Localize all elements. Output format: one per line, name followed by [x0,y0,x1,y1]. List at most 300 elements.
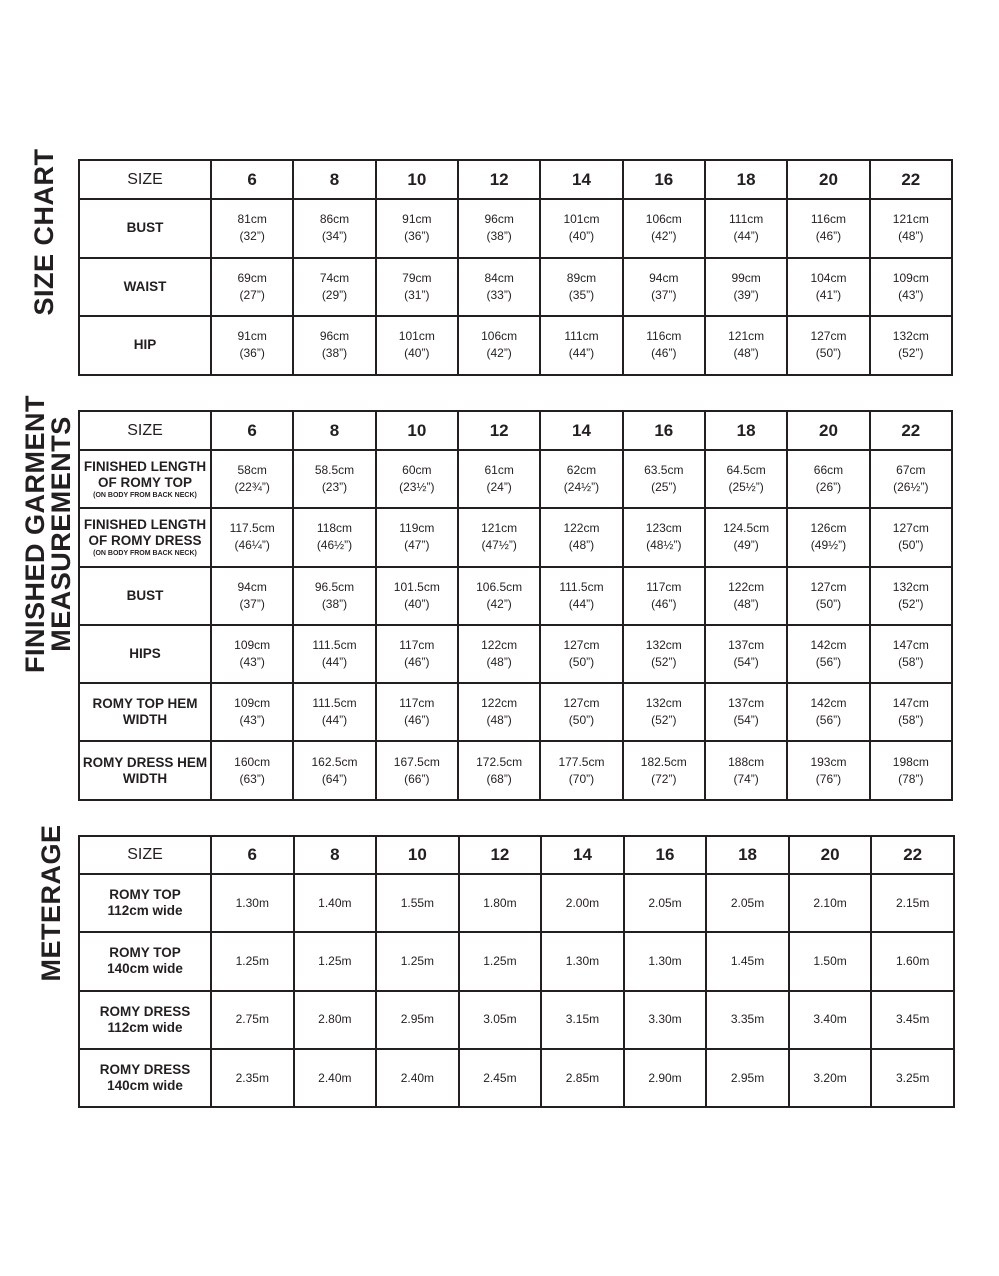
value-cell [459,874,542,932]
row-label [79,932,211,990]
value-metric: 91cm [237,329,267,344]
value-cell [623,741,705,799]
value-imperial: (46”) [815,229,842,244]
value-cell [787,316,869,375]
value-cell [706,874,789,932]
value-imperial: (49½”) [810,538,847,553]
value-imperial: (58”) [898,713,924,728]
value-imperial: (66”) [404,771,430,786]
value-metric: 86cm [319,212,350,227]
value-imperial: (44”) [733,229,759,244]
value-imperial: (50”) [568,655,595,670]
value-meterage: 1.60m [896,953,930,968]
value-cell [211,450,293,508]
value-imperial: (42”) [486,596,512,611]
table-row [79,258,952,317]
row-label-text: HIPS [129,646,161,662]
value-meterage: 2.40m [318,1070,352,1085]
size-column-header: 12 [458,411,540,450]
value-cell [623,199,705,258]
value-cell [787,567,869,625]
value-imperial: (44”) [321,713,348,728]
row-label-text: HIP [133,337,157,353]
size-column-header: 14 [540,160,622,199]
value-imperial: (38”) [321,346,348,361]
value-cell [789,991,872,1049]
value-metric: 58cm [237,463,267,478]
value-imperial: (76”) [815,771,842,786]
row-label [79,258,211,317]
value-imperial: (48”) [568,538,595,553]
value-meterage: 1.55m [400,895,435,910]
table-row [79,932,954,990]
value-metric: 127cm [810,579,847,594]
value-imperial: (48”) [486,655,512,670]
value-metric: 96cm [319,329,350,344]
size-column-header: 14 [540,411,622,450]
value-meterage: 3.05m [483,1012,517,1027]
value-cell [623,258,705,317]
value-cell [624,991,707,1049]
value-meterage: 2.75m [235,1012,269,1027]
value-imperial: (48”) [898,229,924,244]
value-metric: 96.5cm [314,579,355,594]
value-meterage: 3.25m [896,1070,930,1085]
value-metric: 142cm [810,638,847,653]
value-metric: 121cm [481,521,518,536]
row-label-text: BUST [126,220,164,236]
value-imperial: (78”) [898,771,924,786]
value-metric: 111.5cm [312,696,357,711]
size-column-header: 18 [705,160,787,199]
value-imperial: (50”) [898,538,924,553]
value-cell [458,625,540,683]
value-imperial: (46¼”) [234,538,270,553]
value-cell [870,316,952,375]
row-label-text: BUST [126,587,164,603]
size-column-header: 12 [459,836,542,874]
value-metric: 104cm [810,270,847,285]
value-imperial: (48½”) [646,538,682,553]
value-imperial: (41”) [815,287,842,302]
row-label-text: ROMY DRESS HEM WIDTH [82,754,208,786]
value-cell [293,316,375,375]
value-cell [705,625,787,683]
value-cell [624,1049,707,1107]
value-metric: 160cm [234,754,271,769]
value-metric: 142cm [810,696,847,711]
value-imperial: (47½”) [481,538,517,553]
value-imperial: (48”) [733,346,759,361]
value-cell [294,874,377,932]
value-cell [376,450,458,508]
value-cell [705,508,787,566]
value-cell [787,625,869,683]
value-metric: 101.5cm [393,579,440,594]
value-metric: 132cm [645,638,682,653]
value-imperial: (36”) [404,229,430,244]
finished-garment-title-line1: FINISHED GARMENT [20,395,50,673]
value-metric: 60cm [402,463,432,478]
value-cell [376,741,458,799]
value-metric: 188cm [728,754,765,769]
value-meterage: 3.40m [813,1012,847,1027]
value-metric: 89cm [566,270,597,285]
size-chart-table [78,159,953,376]
size-column-header: 6 [211,411,293,450]
size-header-label: SIZE [79,411,211,450]
value-cell [294,991,377,1049]
value-metric: 119cm [399,521,435,536]
value-cell [211,683,293,741]
value-imperial: (40”) [404,346,430,361]
value-meterage: 3.35m [730,1012,765,1027]
value-metric: 177.5cm [558,754,605,769]
value-cell [870,508,952,566]
value-cell [624,874,707,932]
value-meterage: 1.30m [648,953,682,968]
value-imperial: (29”) [321,287,348,302]
table-row [79,316,952,375]
row-label-text: ROMY DRESS [99,1062,191,1078]
value-metric: 121cm [728,329,765,344]
value-cell [211,625,293,683]
value-imperial: (42”) [651,229,677,244]
header-row [79,411,952,450]
value-imperial: (23”) [321,480,348,495]
value-metric: 116cm [646,329,682,344]
value-cell [871,1049,954,1107]
value-meterage: 1.50m [813,953,847,968]
value-cell [211,874,294,932]
value-metric: 66cm [813,463,844,478]
value-meterage: 1.40m [318,895,352,910]
value-cell [870,683,952,741]
value-cell [705,258,787,317]
value-metric: 127cm [810,329,847,344]
value-imperial: (38”) [486,229,512,244]
value-imperial: (48”) [486,713,512,728]
value-cell [294,1049,377,1107]
value-imperial: (35”) [568,287,595,302]
value-meterage: 2.10m [813,895,847,910]
value-imperial: (36”) [239,346,265,361]
size-column-header: 20 [789,836,872,874]
value-imperial: (68”) [486,771,512,786]
row-label-text: ROMY TOP [109,887,181,903]
value-metric: 67cm [896,463,926,478]
value-meterage: 2.40m [400,1070,435,1085]
table-row [79,991,954,1049]
value-cell [789,1049,872,1107]
value-cell [871,991,954,1049]
value-cell [293,450,375,508]
value-imperial: (49”) [733,538,759,553]
value-imperial: (25”) [651,480,677,495]
row-label [79,625,211,683]
value-cell [540,683,622,741]
value-imperial: (46”) [404,713,430,728]
value-imperial: (52”) [898,346,924,361]
value-imperial: (46”) [651,346,677,361]
value-imperial: (46½”) [316,538,353,553]
value-cell [293,625,375,683]
value-imperial: (50”) [815,596,842,611]
value-metric: 117cm [399,696,435,711]
value-meterage: 2.15m [896,895,930,910]
value-imperial: (39”) [733,287,759,302]
value-cell [623,625,705,683]
value-imperial: (27”) [239,287,265,302]
value-cell [376,1049,459,1107]
value-metric: 172.5cm [476,754,523,769]
value-metric: 109cm [234,696,271,711]
value-cell [705,199,787,258]
value-metric: 101cm [563,212,600,227]
row-label [79,1049,211,1107]
size-column-header: 22 [870,160,952,199]
size-column-header: 10 [376,160,458,199]
value-metric: 132cm [892,329,929,344]
value-cell [541,1049,624,1107]
value-cell [787,199,869,258]
value-metric: 132cm [645,696,682,711]
value-metric: 162.5cm [311,754,358,769]
value-metric: 132cm [892,579,929,594]
row-sublabel-text: 140cm wide [107,961,183,977]
value-meterage: 2.95m [400,1012,435,1027]
value-cell [211,991,294,1049]
value-metric: 63.5cm [644,463,684,478]
value-cell [376,874,459,932]
size-column-header: 8 [293,160,375,199]
value-cell [540,567,622,625]
size-column-header: 18 [706,836,789,874]
value-meterage: 2.35m [235,1070,269,1085]
row-label-text: ROMY DRESS [99,1003,191,1019]
size-column-header: 16 [623,411,705,450]
row-label [79,199,211,258]
value-cell [211,508,293,566]
value-metric: 111.5cm [559,579,604,594]
value-cell [211,316,293,375]
value-imperial: (52”) [898,596,924,611]
value-metric: 137cm [728,696,765,711]
value-cell [293,508,375,566]
value-meterage: 2.95m [730,1070,765,1085]
value-metric: 122cm [728,579,765,594]
value-imperial: (33”) [486,287,512,302]
value-imperial: (48”) [733,596,759,611]
value-cell [705,683,787,741]
value-cell [293,683,375,741]
row-label-text: ROMY TOP HEM WIDTH [92,696,198,728]
value-cell [458,199,540,258]
value-cell [459,1049,542,1107]
value-cell [459,932,542,990]
value-cell [376,508,458,566]
value-meterage: 2.85m [565,1070,600,1085]
value-metric: 127cm [563,638,600,653]
size-column-header: 22 [870,411,952,450]
finished-garment-title [22,395,74,673]
value-imperial: (40”) [404,596,430,611]
value-cell [376,991,459,1049]
value-cell [623,683,705,741]
value-cell [870,567,952,625]
header-row [79,160,952,199]
value-cell [211,567,293,625]
size-column-header: 22 [871,836,954,874]
value-metric: 111cm [564,329,599,344]
value-imperial: (70”) [568,771,595,786]
size-column-header: 18 [705,411,787,450]
value-cell [624,932,707,990]
value-meterage: 1.25m [483,953,517,968]
value-metric: 111cm [729,212,764,227]
value-imperial: (54”) [733,655,759,670]
value-cell [623,450,705,508]
finished-garment-table [78,410,953,801]
value-meterage: 2.00m [565,895,600,910]
value-metric: 122cm [563,521,600,536]
value-cell [540,450,622,508]
value-cell [706,1049,789,1107]
value-metric: 116cm [810,212,847,227]
value-cell [623,316,705,375]
value-cell [705,316,787,375]
size-column-header: 20 [787,411,869,450]
value-cell [541,991,624,1049]
size-header-label: SIZE [79,160,211,199]
value-metric: 61cm [484,463,514,478]
size-chart-title: SIZE CHART [29,148,59,316]
value-imperial: (43”) [898,287,924,302]
value-meterage: 3.20m [813,1070,847,1085]
value-imperial: (46”) [651,596,677,611]
value-imperial: (46”) [404,655,430,670]
value-metric: 94cm [237,579,267,594]
value-metric: 127cm [892,521,929,536]
value-imperial: (34”) [321,229,348,244]
value-meterage: 1.30m [565,953,600,968]
value-metric: 122cm [481,696,518,711]
value-cell [540,508,622,566]
value-cell [623,508,705,566]
value-metric: 106cm [481,329,518,344]
value-metric: 118cm [316,521,353,536]
value-metric: 64.5cm [726,463,766,478]
value-metric: 96cm [484,212,514,227]
value-metric: 91cm [402,212,432,227]
value-metric: 123cm [645,521,682,536]
value-metric: 182.5cm [640,754,687,769]
value-metric: 74cm [319,270,350,285]
value-cell [705,741,787,799]
value-cell [376,199,458,258]
row-label [79,567,211,625]
value-meterage: 3.15m [565,1012,600,1027]
value-cell [294,932,377,990]
value-imperial: (52”) [651,655,677,670]
value-imperial: (44”) [568,596,595,611]
size-header-label: SIZE [79,836,211,874]
value-meterage: 1.30m [235,895,269,910]
value-metric: 122cm [481,638,518,653]
value-metric: 147cm [892,696,929,711]
value-metric: 117.5cm [229,521,275,536]
value-cell [376,567,458,625]
value-cell [376,625,458,683]
value-meterage: 1.25m [235,953,269,968]
value-imperial: (43”) [239,713,265,728]
value-metric: 111.5cm [312,638,357,653]
value-cell [458,567,540,625]
value-cell [871,874,954,932]
value-meterage: 1.25m [318,953,352,968]
value-cell [211,932,294,990]
value-metric: 121cm [892,212,929,227]
value-cell [293,258,375,317]
value-imperial: (37”) [239,596,265,611]
size-column-header: 16 [624,836,707,874]
value-cell [787,258,869,317]
value-imperial: (50”) [568,713,595,728]
value-imperial: (74”) [733,771,759,786]
value-metric: 126cm [810,521,847,536]
value-cell [458,508,540,566]
value-cell [376,258,458,317]
value-imperial: (52”) [651,713,677,728]
meterage-title: METERAGE [36,824,66,982]
value-imperial: (63”) [239,771,265,786]
value-cell [540,741,622,799]
table-row [79,1049,954,1107]
row-label [79,683,211,741]
value-cell [789,932,872,990]
table-row [79,874,954,932]
value-cell [706,991,789,1049]
value-imperial: (24½”) [563,480,600,495]
size-column-header: 8 [293,411,375,450]
row-label [79,874,211,932]
value-metric: 79cm [402,270,432,285]
value-metric: 69cm [237,270,267,285]
value-cell [787,508,869,566]
value-imperial: (56”) [815,655,842,670]
table-row [79,450,952,508]
value-cell [459,991,542,1049]
value-cell [705,450,787,508]
size-column-header: 8 [294,836,377,874]
value-meterage: 1.80m [483,895,517,910]
value-meterage: 3.30m [648,1012,682,1027]
value-cell [458,741,540,799]
value-cell [870,258,952,317]
value-imperial: (23½”) [399,480,435,495]
value-meterage: 2.90m [648,1070,682,1085]
value-cell [623,567,705,625]
row-label [79,741,211,799]
value-cell [541,874,624,932]
size-column-header: 12 [458,160,540,199]
value-imperial: (64”) [321,771,348,786]
value-imperial: (31”) [404,287,430,302]
value-cell [705,567,787,625]
table-row [79,567,952,625]
value-metric: 81cm [237,212,267,227]
row-label [79,508,211,566]
